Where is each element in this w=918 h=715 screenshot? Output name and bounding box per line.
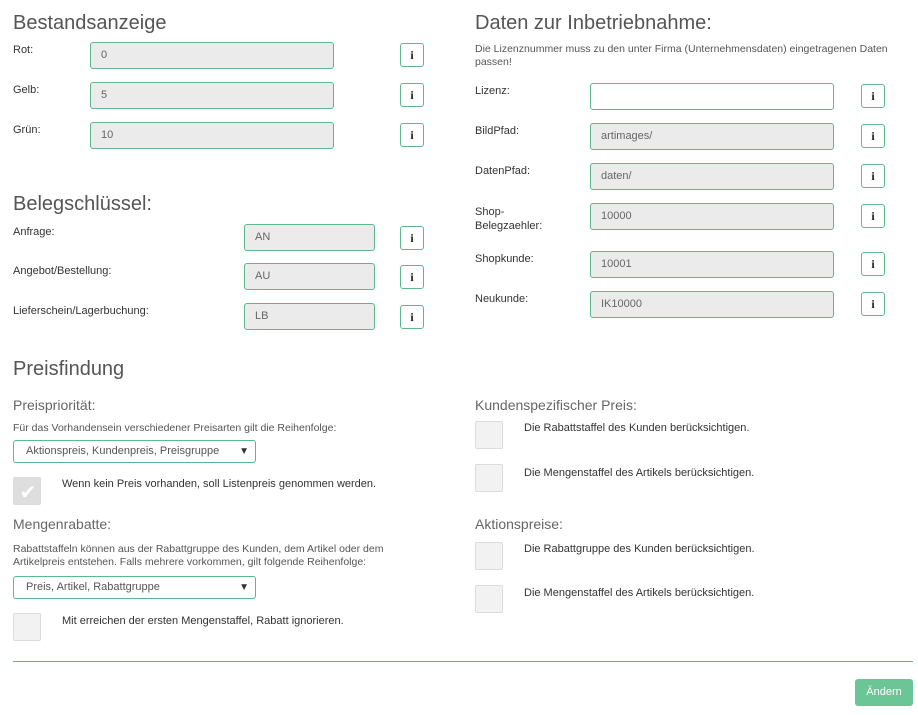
aktion-mengenstaffel-checkbox[interactable] bbox=[475, 585, 503, 613]
rabatt-ignorieren-checkbox-label: Mit erreichen der ersten Mengenstaffel, Rabatt ignorieren. bbox=[62, 615, 344, 627]
daten-label-bildpfad: BildPfad: bbox=[475, 125, 520, 137]
aendern-button[interactable]: Ändern bbox=[855, 679, 913, 706]
beleg-input-lieferschein[interactable]: LB bbox=[244, 303, 375, 330]
aktion-rabattgruppe-checkbox[interactable] bbox=[475, 542, 503, 570]
bestand-label-gelb: Gelb: bbox=[13, 84, 40, 96]
info-icon[interactable]: i bbox=[400, 43, 424, 67]
beleg-label-angebot: Angebot/Bestellung: bbox=[13, 265, 112, 277]
form-divider bbox=[13, 661, 913, 662]
listenpreis-checkbox[interactable] bbox=[13, 477, 41, 505]
kunden-mengenstaffel-checkbox[interactable] bbox=[475, 464, 503, 492]
daten-input-bildpfad[interactable]: artimages/ bbox=[590, 123, 834, 150]
daten-note: Die Lizenznummer muss zu den unter Firma (Unternehmensdaten) eingetragenen Daten passen! bbox=[475, 43, 888, 68]
daten-label-datenpfad: DatenPfad: bbox=[475, 165, 531, 177]
prioritaet-select[interactable] bbox=[13, 440, 256, 463]
info-icon[interactable]: i bbox=[861, 292, 885, 316]
beleg-label-anfrage: Anfrage: bbox=[13, 226, 55, 238]
bestand-label-rot: Rot: bbox=[13, 44, 34, 56]
kunden-rabattstaffel-label: Die Rabattstaffel des Kunden berücksichtigen. bbox=[524, 422, 750, 434]
bestand-label-gruen: Grün: bbox=[13, 124, 41, 136]
bestand-input-gruen[interactable]: 10 bbox=[90, 122, 334, 149]
info-icon[interactable]: i bbox=[400, 305, 424, 329]
chevron-down-icon: ▼ bbox=[239, 446, 249, 457]
prioritaet-note: Für das Vorhandensein verschiedener Preisarten gilt die Reihenfolge: bbox=[13, 422, 337, 434]
info-icon[interactable]: i bbox=[861, 164, 885, 188]
bestand-input-gelb[interactable]: 5 bbox=[90, 82, 334, 109]
beleg-title: Belegschlüssel: bbox=[13, 193, 152, 215]
daten-label-shopkunde: Shopkunde: bbox=[475, 253, 534, 265]
rabatt-ignorieren-checkbox[interactable] bbox=[13, 613, 41, 641]
info-icon[interactable]: i bbox=[861, 204, 885, 228]
daten-label-lizenz: Lizenz: bbox=[475, 85, 510, 97]
daten-input-neukunde[interactable]: IK10000 bbox=[590, 291, 834, 318]
beleg-label-lieferschein: Lieferschein/Lagerbuchung: bbox=[13, 305, 149, 317]
daten-label-neukunde: Neukunde: bbox=[475, 293, 529, 305]
chevron-down-icon: ▼ bbox=[239, 582, 249, 593]
kunden-title: Kundenspezifischer Preis: bbox=[475, 397, 637, 413]
kunden-rabattstaffel-checkbox[interactable] bbox=[475, 421, 503, 449]
info-icon[interactable]: i bbox=[861, 84, 885, 108]
beleg-input-anfrage[interactable]: AN bbox=[244, 224, 375, 251]
info-icon[interactable]: i bbox=[400, 83, 424, 107]
beleg-input-angebot[interactable]: AU bbox=[244, 263, 375, 290]
bestand-input-rot[interactable]: 0 bbox=[90, 42, 334, 69]
mengen-select[interactable] bbox=[13, 576, 256, 599]
daten-label-shopbelegzaehler: Shop-Belegzaehler: bbox=[475, 206, 543, 232]
prioritaet-title: Preispriorität: bbox=[13, 397, 96, 413]
info-icon[interactable]: i bbox=[400, 226, 424, 250]
aktion-mengenstaffel-label: Die Mengenstaffel des Artikels berücksichtigen. bbox=[524, 587, 755, 599]
aktion-title: Aktionspreise: bbox=[475, 516, 563, 532]
prioritaet-select-value: Aktionspreis, Kundenpreis, Preisgruppe bbox=[26, 445, 220, 457]
daten-input-datenpfad[interactable]: daten/ bbox=[590, 163, 834, 190]
info-icon[interactable]: i bbox=[861, 252, 885, 276]
aktion-rabattgruppe-label: Die Rabattgruppe des Kunden berücksichtigen. bbox=[524, 543, 755, 555]
daten-input-shopkunde[interactable]: 10001 bbox=[590, 251, 834, 278]
info-icon[interactable]: i bbox=[861, 124, 885, 148]
mengen-note: Rabattstaffeln können aus der Rabattgruppe des Kunden, dem Artikel oder dem Artikelpreis entstehen. Falls mehrere vorkommen, gilt folgende Reihenfolge: bbox=[13, 543, 384, 568]
checkmark-icon: ✔ bbox=[19, 480, 37, 504]
kunden-mengenstaffel-label: Die Mengenstaffel des Artikels berücksichtigen. bbox=[524, 467, 755, 479]
listenpreis-checkbox-label: Wenn kein Preis vorhanden, soll Listenpreis genommen werden. bbox=[62, 478, 377, 490]
info-icon[interactable]: i bbox=[400, 123, 424, 147]
daten-title: Daten zur Inbetriebnahme: bbox=[475, 12, 712, 34]
info-icon[interactable]: i bbox=[400, 265, 424, 289]
bestand-title: Bestandsanzeige bbox=[13, 12, 167, 34]
preis-title: Preisfindung bbox=[13, 358, 125, 380]
daten-input-lizenz[interactable] bbox=[590, 83, 834, 110]
mengen-select-value: Preis, Artikel, Rabattgruppe bbox=[26, 581, 160, 593]
daten-input-shopbelegzaehler[interactable]: 10000 bbox=[590, 203, 834, 230]
mengen-title: Mengenrabatte: bbox=[13, 516, 112, 532]
